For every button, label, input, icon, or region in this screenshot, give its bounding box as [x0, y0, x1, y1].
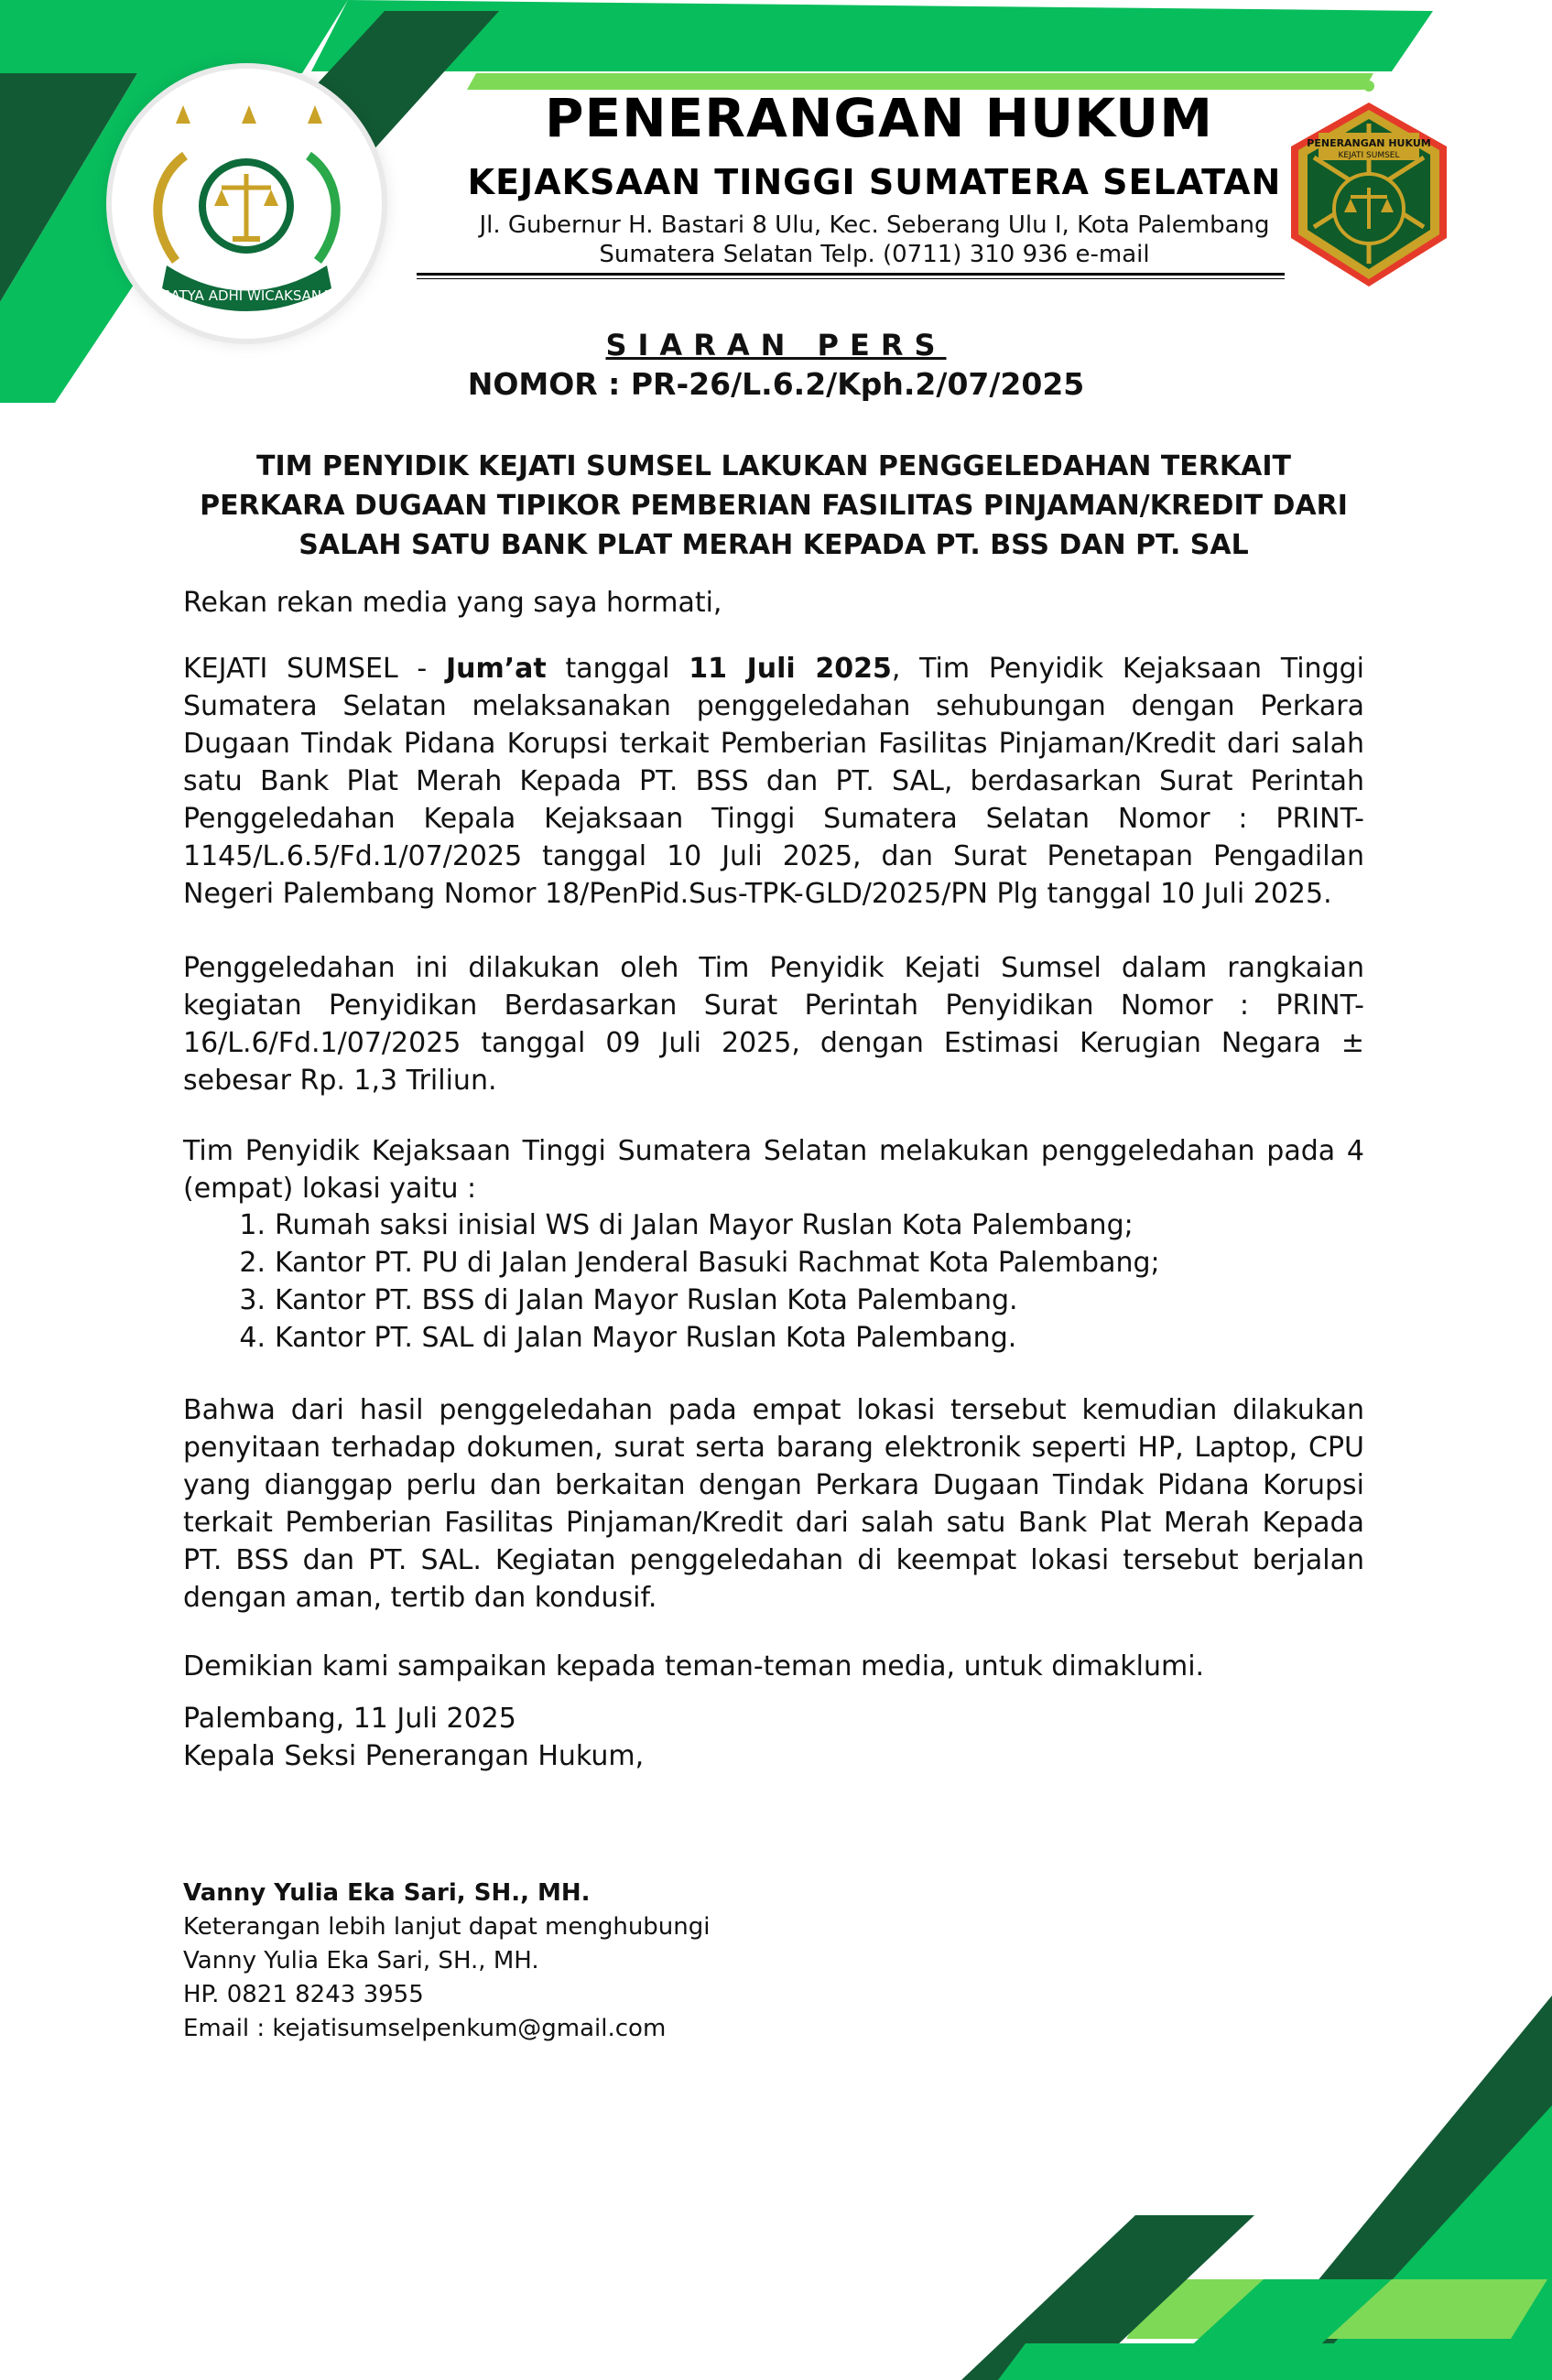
- place-date: Palembang, 11 Juli 2025: [183, 1703, 516, 1735]
- badge-top-text: PENERANGAN HUKUM: [1307, 137, 1431, 149]
- signer-position: Kepala Seksi Penerangan Hukum,: [183, 1740, 645, 1772]
- greeting: Rekan rekan media yang saya hormati,: [183, 587, 722, 619]
- contact-block: [183, 1877, 1364, 2046]
- headline-line-3: SALAH SATU BANK PLAT MERAH KEPADA PT. BSS DAN PT. SAL: [298, 529, 1249, 561]
- emblem-motto: SATYA ADHI WICAKSANA: [161, 287, 331, 304]
- list-item: 3. Kantor PT. BSS di Jalan Mayor Ruslan Kota Palembang.: [239, 1284, 1018, 1316]
- headline-line-1: TIM PENYIDIK KEJATI SUMSEL LAKUKAN PENGGELEDAHAN TERKAIT: [255, 450, 1291, 482]
- paragraph-2: Penggeledahan ini dilakukan oleh Tim Penyidik Kejati Sumsel dalam rangkaian kegiatan Penyidikan Berdasarkan Surat Perintah Penyidikan Nomor : PRINT-16/L.6/Fd.1/07/2025 tanggal 09 Juli 2025, dengan Estimasi Kerugian Negara ± sebesar Rp. 1,3 Triliun.: [183, 952, 1364, 1097]
- address-line-1: Jl. Gubernur H. Bastari 8 Ulu, Kec. Seberang Ulu I, Kota Palembang: [479, 211, 1270, 239]
- contact-phone: HP. 0821 8243 3955: [183, 1981, 424, 2008]
- contact-note: Keterangan lebih lanjut dapat menghubungi: [183, 1913, 711, 1941]
- siaran-pers-label: SIARAN PERS: [605, 328, 947, 362]
- contact-name: Vanny Yulia Eka Sari, SH., MH.: [183, 1947, 539, 1974]
- list-item: 4. Kantor PT. SAL di Jalan Mayor Ruslan Kota Palembang.: [239, 1322, 1017, 1354]
- signature-block: [183, 1700, 1364, 1775]
- header-address: [417, 211, 1332, 269]
- locations-list: [183, 1206, 1364, 1357]
- kejaksaan-emblem-logo: [112, 69, 382, 339]
- list-item: 2. Kantor PT. PU di Jalan Jenderal Basuki Rachmat Kota Palembang;: [239, 1247, 1160, 1279]
- list-item: 1. Rumah saksi inisial WS di Jalan Mayor Ruslan Kota Palembang;: [239, 1209, 1134, 1241]
- paragraph-3: Tim Penyidik Kejaksaan Tinggi Sumatera Selatan melakukan penggeledahan pada 4 (empat) lokasi yaitu :: [183, 1135, 1364, 1205]
- header-divider: [417, 273, 1285, 276]
- press-release-headline: [165, 447, 1383, 565]
- badge-bottom-text: KEJATI SUMSEL: [1338, 151, 1400, 160]
- address-line-2: Sumatera Selatan Telp. (0711) 310 936 e-mail: [599, 241, 1150, 268]
- closing-statement: Demikian kami sampaikan kepada teman-teman media, untuk dimaklumi.: [183, 1650, 1205, 1682]
- header-subtitle: KEJAKSAAN TINGGI SUMATERA SELATAN: [467, 162, 1282, 202]
- paragraph-4: Bahwa dari hasil penggeledahan pada empat lokasi tersebut kemudian dilakukan penyitaan terhadap dokumen, surat serta barang elektronik seperti HP, Laptop, CPU yang dianggap perlu dan berkaitan dengan Perkara Dugaan Tindak Pidana Korupsi terkait Pemberian Fasilitas Pinjaman/Kredit dari salah satu Bank Plat Merah Kepada PT. BSS dan PT. SAL. Kegiatan penggeledahan di keempat lokasi tersebut berjalan dengan aman, tertib dan kondusif.: [183, 1394, 1364, 1614]
- paragraph-1: KEJATI SUMSEL - Jum’at tanggal 11 Juli 2025, Tim Penyidik Kejaksaan Tinggi Sumatera Selatan melaksanakan penggeledahan sehubungan dengan Perkara Dugaan Tindak Pidana Korupsi terkait Pemberian Fasilitas Pinjaman/Kredit dari salah satu Bank Plat Merah Kepada PT. BSS dan PT. SAL, berdasarkan Surat Perintah Penggeledahan Kepala Kejaksaan Tinggi Sumatera Selatan Nomor : PRINT-1145/L.6.5/Fd.1/07/2025 tanggal 10 Juli 2025, dan Surat Penetapan Pengadilan Negeri Palembang Nomor 18/PenPid.Sus-TPK-GLD/2025/PN Plg tanggal 10 Juli 2025.: [183, 653, 1364, 910]
- signer-name: Vanny Yulia Eka Sari, SH., MH.: [183, 1879, 591, 1907]
- contact-email[interactable]: Email : kejatisumselpenkum@gmail.com: [183, 2015, 667, 2042]
- header-divider-thin: [417, 278, 1285, 279]
- headline-line-2: PERKARA DUGAAN TIPIKOR PEMBERIAN FASILITAS PINJAMAN/KREDIT DARI: [200, 490, 1348, 522]
- header-title: PENERANGAN HUKUM: [545, 87, 1213, 149]
- document-number: NOMOR : PR-26/L.6.2/Kph.2/07/2025: [467, 366, 1085, 402]
